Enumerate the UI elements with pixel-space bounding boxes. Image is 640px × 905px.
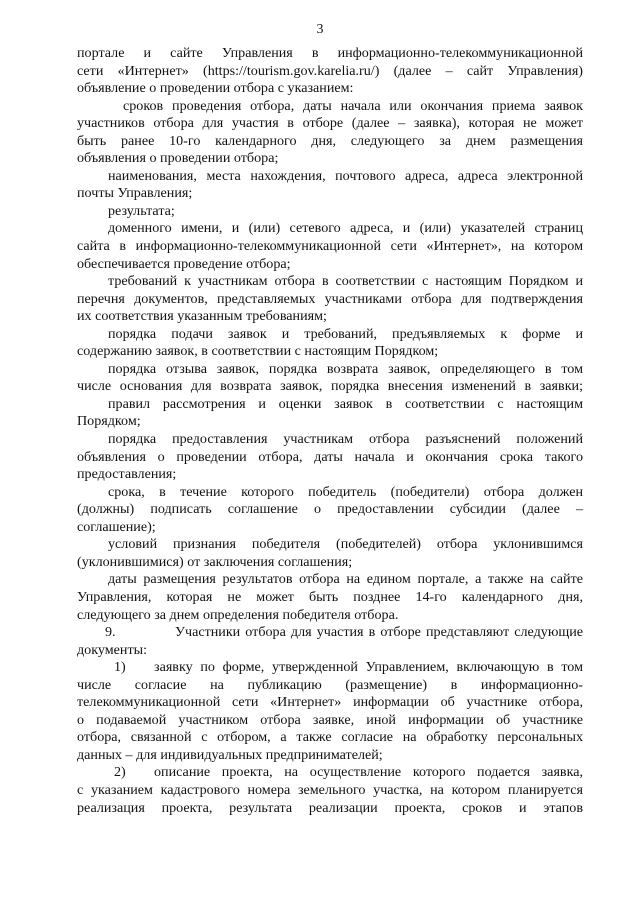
line-text: Порядком;	[77, 413, 141, 430]
text-line	[77, 800, 583, 818]
text-line	[77, 607, 583, 625]
line-text: быть ранее 10-го календарного дня, следующего за днем размещения	[77, 132, 583, 149]
line-text: Управления, которая не может быть позднее 14-го календарного дня,	[77, 588, 583, 605]
text-line	[77, 273, 583, 291]
line-text: сети «Интернет» (https://tourism.gov.karelia.ru/) (далее – сайт Управления)	[77, 62, 583, 79]
line-text: порядка предоставления участникам отбора разъяснений положений	[108, 431, 583, 448]
text-line	[77, 80, 583, 98]
text-line	[77, 115, 583, 133]
text-line	[77, 168, 583, 186]
text-line	[77, 571, 583, 589]
line-text: (уклонившимися) от заключения соглашения;	[77, 553, 353, 570]
text-line	[77, 256, 583, 274]
line-text: порядка подачи заявок и требований, предъявляемых к форме и	[108, 325, 583, 342]
line-text: обеспечивается проведение отбора;	[77, 255, 291, 272]
line-text: о подаваемой участником отбора заявке, иной информации об участнике	[77, 711, 583, 728]
text-line	[77, 501, 583, 519]
line-text: описание проекта, на осуществление которого подается заявка,	[154, 764, 583, 781]
line-text: реализация проекта, результата реализации проекта, сроков и этапов	[77, 799, 583, 816]
line-text: участников отбора для участия в отборе (далее – заявка), которая не может	[77, 115, 583, 132]
line-text: перечня документов, представляемых участниками отбора для подтверждения	[77, 290, 583, 307]
line-text: срока, в течение которого победитель (победители) отбора должен	[108, 483, 583, 500]
line-text: объявление о проведении отбора с указанием:	[77, 80, 354, 97]
list-number: 1)	[114, 659, 126, 676]
line-text: наименования, места нахождения, почтового адреса, адреса электронной	[108, 167, 583, 184]
text-line	[77, 63, 583, 81]
text-line	[77, 291, 583, 309]
text-line	[77, 449, 583, 467]
text-line	[77, 413, 583, 431]
text-line	[77, 554, 583, 572]
line-text: Участники отбора для участия в отборе представляют следующие	[175, 624, 583, 641]
text-line	[77, 589, 583, 607]
line-text: почты Управления;	[77, 185, 193, 202]
text-line	[77, 624, 583, 642]
line-text: (должны) подписать соглашение о предоставлении субсидии (далее –	[77, 501, 583, 518]
document-body	[77, 45, 583, 817]
text-line	[77, 343, 583, 361]
text-line	[77, 519, 583, 537]
line-text: даты размещения результатов отбора на едином портале, а также на сайте	[108, 571, 583, 588]
text-line	[77, 396, 583, 414]
line-text: телекоммуникационной сети «Интернет» информации об участнике отбора,	[77, 694, 583, 711]
text-line	[77, 431, 583, 449]
line-text: сайта в информационно-телекоммуникационной сети «Интернет», на котором	[77, 238, 583, 255]
text-line	[77, 45, 583, 63]
line-text: содержанию заявок, в соответствии с настоящим Порядком;	[77, 343, 439, 360]
line-text: доменного имени, и (или) сетевого адреса, и (или) указателей страниц	[108, 220, 583, 237]
line-text: их соответствия указанным требованиям;	[77, 308, 327, 325]
line-text: отбора, связанной с отбором, а также согласие на обработку персональных	[77, 729, 583, 746]
text-line	[77, 150, 583, 168]
text-line	[77, 238, 583, 256]
line-text: объявления о проведении отбора;	[77, 150, 279, 167]
text-line	[77, 361, 583, 379]
line-text: порядка отзыва заявок, порядка возврата заявок, определяющего в том	[108, 360, 583, 377]
text-line	[77, 326, 583, 344]
text-line	[77, 747, 583, 765]
line-text: порталe и сайте Управления в информационно-телекоммуникационной	[77, 45, 583, 61]
text-line	[77, 764, 583, 782]
line-text: числе основания для возврата заявок, порядка внесения изменений в заявки;	[77, 378, 583, 395]
line-text: предоставления;	[77, 466, 177, 483]
text-line	[77, 98, 583, 116]
text-line	[77, 133, 583, 151]
line-text: результата;	[108, 202, 175, 219]
text-line	[77, 694, 583, 712]
line-text: условий признания победителя (победителей) отбора уклонившимся	[108, 536, 583, 553]
text-line	[77, 378, 583, 396]
line-text: заявку по форме, утвержденной Управлением, включающую в том	[154, 659, 583, 676]
line-text: требований к участникам отбора в соответствии с настоящим Порядком и	[108, 273, 583, 290]
text-line	[77, 220, 583, 238]
text-line	[77, 659, 583, 677]
text-line	[77, 677, 583, 695]
line-text: документы:	[77, 641, 147, 658]
text-line	[77, 466, 583, 484]
text-line	[77, 203, 583, 221]
line-text: числе согласие на публикацию (размещение) в информационно-	[77, 676, 583, 693]
line-text: правил рассмотрения и оценки заявок в соответствии с настоящим	[108, 395, 583, 412]
line-text: с указанием кадастрового номера земельного участка, на котором планируется	[77, 781, 583, 798]
text-line	[77, 712, 583, 730]
list-number: 2)	[114, 764, 126, 781]
line-text: объявления о проведении отбора, даты начала и окончания срока такого	[77, 448, 583, 465]
text-line	[77, 642, 583, 660]
line-text: сроков проведения отбора, даты начала или окончания приема заявок	[123, 97, 583, 114]
line-text: соглашение);	[77, 518, 156, 535]
line-text: данных – для индивидуальных предпринимателей;	[77, 746, 383, 763]
line-text: следующего за днем определения победителя отбора.	[77, 606, 399, 623]
list-number: 9.	[105, 624, 116, 641]
text-line	[77, 185, 583, 203]
text-line	[77, 729, 583, 747]
text-line	[77, 536, 583, 554]
text-line	[77, 782, 583, 800]
text-line	[77, 308, 583, 326]
page-number: 3	[316, 22, 324, 37]
text-line	[77, 484, 583, 502]
